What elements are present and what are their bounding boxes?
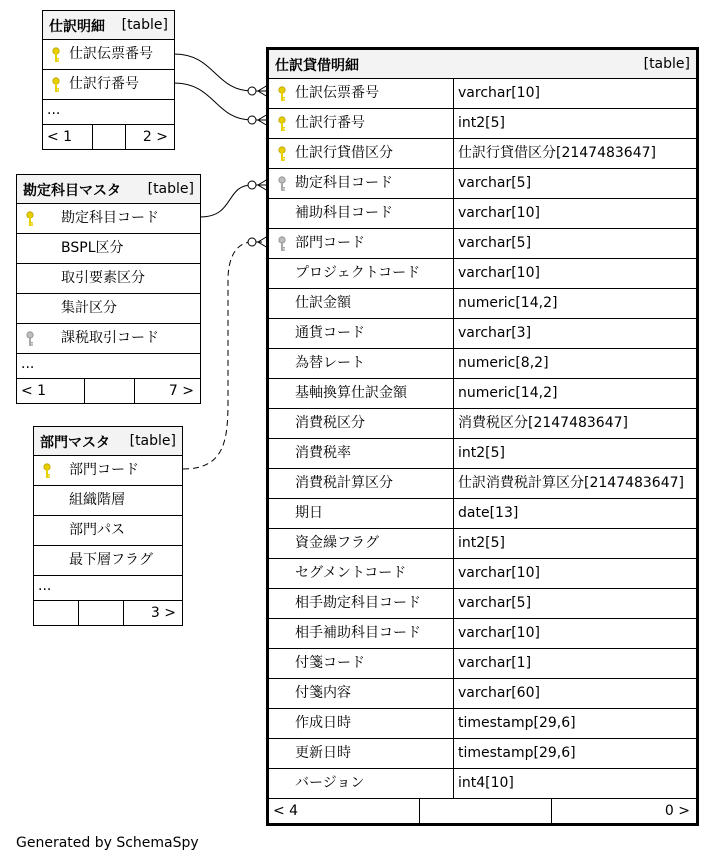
column-row[interactable] bbox=[269, 739, 696, 769]
column-row[interactable] bbox=[269, 589, 696, 619]
column-row[interactable] bbox=[17, 324, 200, 354]
column-row[interactable] bbox=[269, 649, 696, 679]
column-name: 相手補助科目コード bbox=[295, 625, 421, 641]
foreign-key-icon bbox=[277, 236, 287, 252]
child-count: 7 > bbox=[168, 383, 194, 399]
table-shiwake-taishaku-meisai[interactable] bbox=[266, 47, 699, 826]
primary-key-icon bbox=[277, 116, 287, 132]
column-row[interactable] bbox=[269, 499, 696, 529]
column-name: バージョン bbox=[295, 775, 365, 791]
column-row[interactable] bbox=[43, 70, 174, 100]
foreign-key-icon bbox=[277, 176, 287, 192]
column-row[interactable] bbox=[34, 516, 182, 546]
primary-key-icon bbox=[277, 86, 287, 102]
column-type: numeric[14,2] bbox=[453, 289, 696, 318]
column-type: varchar[10] bbox=[453, 199, 696, 228]
column-type: varchar[60] bbox=[453, 679, 696, 708]
column-row[interactable] bbox=[269, 709, 696, 739]
column-name: 勘定科目コード bbox=[295, 175, 393, 191]
more-columns: ... bbox=[34, 576, 182, 601]
column-name: 更新日時 bbox=[295, 745, 351, 761]
column-name: 付箋内容 bbox=[295, 685, 351, 701]
child-count: 0 > bbox=[664, 803, 690, 819]
column-type: date[13] bbox=[453, 499, 696, 528]
column-row[interactable] bbox=[269, 109, 696, 139]
column-type: varchar[10] bbox=[453, 79, 696, 108]
column-type: varchar[10] bbox=[453, 619, 696, 648]
column-name: 仕訳行貸借区分 bbox=[295, 145, 393, 161]
generator-credit: Generated by SchemaSpy bbox=[16, 835, 199, 851]
column-name: 通貨コード bbox=[295, 325, 365, 341]
column-name: 課税取引コード bbox=[61, 330, 159, 346]
parent-count: < 1 bbox=[43, 125, 93, 149]
column-row[interactable] bbox=[269, 199, 696, 229]
column-type: varchar[10] bbox=[453, 259, 696, 288]
column-type: varchar[3] bbox=[453, 319, 696, 348]
column-row[interactable] bbox=[269, 439, 696, 469]
primary-key-icon bbox=[51, 77, 61, 93]
column-row[interactable] bbox=[34, 456, 182, 486]
table-type-tag: [table] bbox=[121, 17, 168, 33]
column-name: 部門パス bbox=[69, 522, 125, 538]
parent-count: < 1 bbox=[17, 379, 85, 403]
column-type: int2[5] bbox=[453, 529, 696, 558]
column-row[interactable] bbox=[43, 40, 174, 70]
column-name: 仕訳金額 bbox=[295, 295, 351, 311]
column-type: timestamp[29,6] bbox=[453, 739, 696, 768]
table-footer bbox=[34, 601, 182, 625]
column-row[interactable] bbox=[269, 229, 696, 259]
table-name: 仕訳貸借明細 bbox=[275, 58, 359, 74]
child-count: 3 > bbox=[150, 605, 176, 621]
table-kanjo-kamoku-master[interactable] bbox=[16, 174, 201, 404]
table-header bbox=[43, 11, 174, 40]
child-count: 2 > bbox=[142, 129, 168, 145]
column-name: BSPL区分 bbox=[61, 240, 124, 256]
column-type: varchar[10] bbox=[453, 559, 696, 588]
table-type-tag: [table] bbox=[147, 181, 194, 197]
column-row[interactable] bbox=[17, 294, 200, 324]
column-type: 仕訳行貸借区分[2147483647] bbox=[453, 139, 696, 168]
column-name: 最下層フラグ bbox=[69, 552, 153, 568]
column-name: 仕訳伝票番号 bbox=[295, 85, 379, 101]
primary-key-icon bbox=[25, 211, 35, 227]
column-type: varchar[5] bbox=[453, 229, 696, 258]
table-name: 仕訳明細 bbox=[49, 19, 105, 35]
column-name: 集計区分 bbox=[61, 300, 117, 316]
column-row[interactable] bbox=[269, 289, 696, 319]
column-row[interactable] bbox=[269, 319, 696, 349]
primary-key-icon bbox=[42, 463, 52, 479]
column-name: 組織階層 bbox=[69, 492, 125, 508]
column-name: 相手勘定科目コード bbox=[295, 595, 421, 611]
column-row[interactable] bbox=[269, 619, 696, 649]
column-type: int2[5] bbox=[453, 109, 696, 138]
column-row[interactable] bbox=[17, 264, 200, 294]
primary-key-icon bbox=[277, 146, 287, 162]
relationship-line bbox=[200, 185, 268, 217]
column-row[interactable] bbox=[269, 469, 696, 499]
column-name: 消費税区分 bbox=[295, 415, 365, 431]
column-name: 仕訳行番号 bbox=[69, 76, 139, 92]
column-name: 付箋コード bbox=[295, 655, 365, 671]
column-row[interactable] bbox=[269, 139, 696, 169]
column-name: 部門コード bbox=[295, 235, 365, 251]
table-bumon-master[interactable] bbox=[33, 426, 183, 626]
column-row[interactable] bbox=[34, 546, 182, 576]
relationship-zero-marker bbox=[248, 87, 256, 95]
table-shiwake-meisai[interactable] bbox=[42, 10, 175, 150]
column-name: 仕訳伝票番号 bbox=[69, 46, 153, 62]
column-row[interactable] bbox=[269, 679, 696, 709]
column-type: 仕訳消費税計算区分[2147483647] bbox=[453, 469, 696, 498]
table-footer bbox=[43, 125, 174, 149]
table-name: 部門マスタ bbox=[40, 435, 110, 451]
column-name: 作成日時 bbox=[295, 715, 351, 731]
column-name: 資金繰フラグ bbox=[295, 535, 379, 551]
column-name: 勘定科目コード bbox=[61, 210, 159, 226]
table-header bbox=[34, 427, 182, 456]
table-header bbox=[269, 50, 696, 79]
table-name: 勘定科目マスタ bbox=[23, 183, 121, 199]
column-type: varchar[5] bbox=[453, 169, 696, 198]
column-row[interactable] bbox=[269, 79, 696, 109]
relationship-zero-marker bbox=[248, 116, 256, 124]
table-header bbox=[17, 175, 200, 204]
column-name: 為替レート bbox=[295, 355, 365, 371]
foreign-key-icon bbox=[25, 331, 35, 347]
column-name: セグメントコード bbox=[295, 565, 407, 581]
table-footer bbox=[269, 799, 696, 823]
relationship-line bbox=[174, 54, 268, 91]
column-row[interactable] bbox=[269, 769, 696, 799]
column-row[interactable] bbox=[269, 409, 696, 439]
column-type: numeric[14,2] bbox=[453, 379, 696, 408]
column-type: varchar[5] bbox=[453, 589, 696, 618]
more-columns: ... bbox=[43, 100, 174, 125]
column-name: 消費税率 bbox=[295, 445, 351, 461]
table-type-tag: [table] bbox=[129, 433, 176, 449]
column-row[interactable] bbox=[17, 234, 200, 264]
table-footer bbox=[17, 379, 200, 403]
primary-key-icon bbox=[51, 47, 61, 63]
column-name: 補助科目コード bbox=[295, 205, 393, 221]
column-row[interactable] bbox=[34, 486, 182, 516]
column-name: 取引要素区分 bbox=[61, 270, 145, 286]
column-name: プロジェクトコード bbox=[295, 265, 421, 281]
column-row[interactable] bbox=[269, 379, 696, 409]
column-row[interactable] bbox=[269, 349, 696, 379]
column-type: int2[5] bbox=[453, 439, 696, 468]
column-name: 消費税計算区分 bbox=[295, 475, 393, 491]
column-name: 基軸換算仕訳金額 bbox=[295, 385, 407, 401]
parent-count bbox=[34, 601, 79, 625]
column-name: 期日 bbox=[295, 505, 323, 521]
column-type: numeric[8,2] bbox=[453, 349, 696, 378]
column-row[interactable] bbox=[269, 259, 696, 289]
table-type-tag: [table] bbox=[643, 56, 690, 72]
column-row[interactable] bbox=[269, 559, 696, 589]
column-type: 消費税区分[2147483647] bbox=[453, 409, 696, 438]
column-row[interactable] bbox=[17, 204, 200, 234]
more-columns: ... bbox=[17, 354, 200, 379]
parent-count: < 4 bbox=[269, 799, 420, 823]
column-type: int4[10] bbox=[453, 769, 696, 798]
column-name: 部門コード bbox=[69, 462, 139, 478]
relationship-zero-marker bbox=[248, 181, 256, 189]
column-type: timestamp[29,6] bbox=[453, 709, 696, 738]
column-type: varchar[1] bbox=[453, 649, 696, 678]
column-row[interactable] bbox=[269, 169, 696, 199]
column-name: 仕訳行番号 bbox=[295, 115, 365, 131]
relationship-zero-marker bbox=[248, 238, 256, 246]
column-row[interactable] bbox=[269, 529, 696, 559]
